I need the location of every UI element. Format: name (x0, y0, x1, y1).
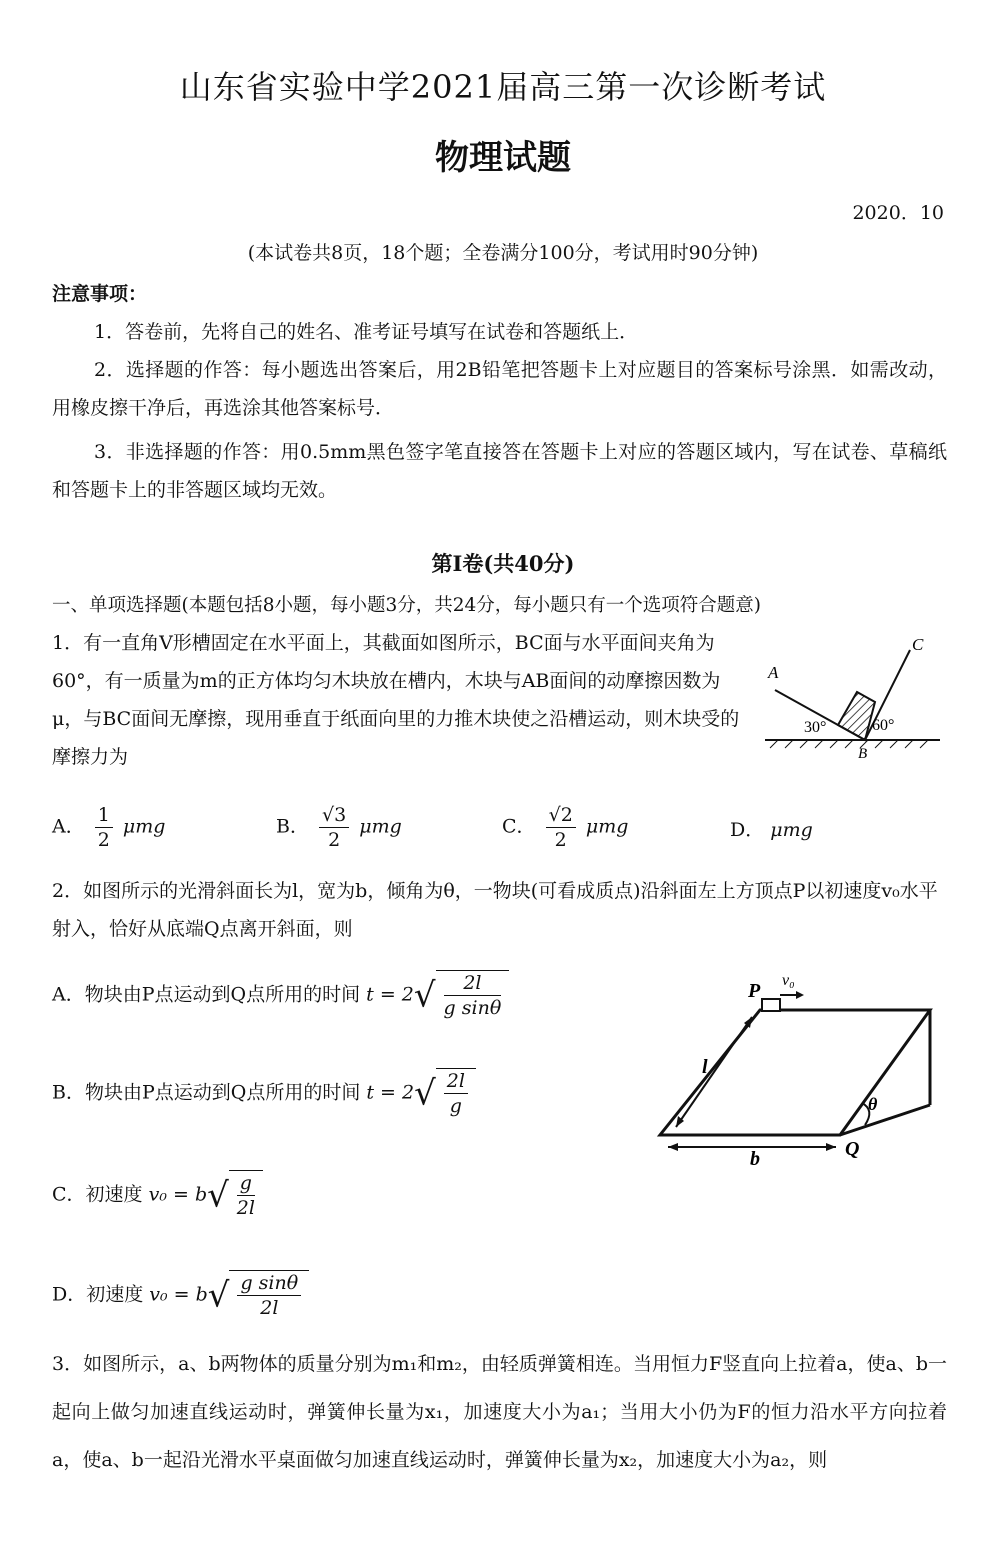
block (762, 999, 780, 1011)
angle-30: 30° (804, 719, 827, 736)
q2-option-c[interactable]: C．初速度 v₀ = b√ $\frac{g}{2l}$ (52, 1170, 263, 1220)
label-v0: v₀ (782, 972, 795, 989)
exam-info: (本试卷共8页，18个题；全卷满分100分，考试用时90分钟) (247, 242, 759, 264)
section-title: 第Ⅰ卷(共40分) (431, 551, 575, 576)
question-2-text: 2．如图所示的光滑斜面长为l，宽为b，倾角为θ，一物块(可看成质点)沿斜面左上方顶点P以初速度v₀水平射入，恰好从底端Q点离开斜面，则 (52, 880, 938, 940)
q2-option-d[interactable]: D．初速度 v₀ = b√ $\frac{\text{g sinθ}}{2l}$ (52, 1270, 309, 1320)
label-p: P (748, 980, 761, 1002)
q1-option-a[interactable]: A． $\frac{1}{2}$ μmg (52, 804, 166, 851)
length-arrow (676, 1017, 752, 1127)
q1-option-b[interactable]: B． $\frac{√3}{2}$ μmg (276, 804, 402, 851)
q1-option-c[interactable]: C． $\frac{√2}{2}$ μmg (502, 804, 629, 851)
incline-top-face (660, 1010, 930, 1135)
label-theta: θ (868, 1094, 878, 1114)
label-a: A (768, 663, 779, 682)
question-1-text: 1．有一直角V形槽固定在水平面上，其截面如图所示，BC面与水平面间夹角为60°，有一质量为m的正方体均匀木块放在槽内，木块与AB面间的动摩擦因数为μ，与BC面间无摩擦，现用垂直于纸面向里的力推木块使之沿槽运动，则木块受的摩擦力为 (52, 632, 740, 768)
label-b: b (750, 1148, 760, 1170)
label-l: l (702, 1056, 708, 1078)
exam-date: 2020．10 (852, 202, 944, 224)
v-groove-figure (760, 630, 950, 760)
question-3-text: 3．如图所示，a、b两物体的质量分别为m₁和m₂，由轻质弹簧相连。当用恒力F竖直向上拉着a，使a、b一起向上做匀加速直线运动时，弹簧伸长量为x₁，加速度大小为a₁；当用大小仍为F的恒力沿水平方向拉着a，使a、b一起沿光滑水平桌面做匀加速直线运动时，弹簧伸长量为x₂，加速度大小为a₂，则 (52, 1353, 947, 1471)
note-3: 3．非选择题的作答：用0.5mm黑色签字笔直接答在答题卡上对应的答题区域内，写在试卷、草稿纸和答题卡上的非答题区域均无效。 (52, 441, 947, 501)
angle-60: 60° (872, 717, 895, 734)
note-2: 2．选择题的作答：每小题选出答案后，用2B铅笔把答题卡上对应题目的答案标号涂黑．如需改动，用橡皮擦干净后，再选涂其他答案标号． (52, 359, 947, 419)
exam-subject: 物理试题 (435, 138, 571, 178)
incline-figure (640, 955, 950, 1170)
exam-title: 山东省实验中学2021届高三第一次诊断考试 (179, 68, 827, 106)
label-q: Q (845, 1138, 860, 1160)
note-1: 1．答卷前，先将自己的姓名、准考证号填写在试卷和答题纸上． (94, 321, 639, 343)
section-part: 一、单项选择题(本题包括8小题，每小题3分，共24分，每小题只有一个选项符合题意) (52, 595, 762, 616)
label-b: B (858, 746, 868, 760)
q2-option-a[interactable]: A．物块由P点运动到Q点所用的时间 t = 2√ $\frac{2l}{\text{g sinθ}}$ (52, 970, 509, 1020)
notes-heading: 注意事项： (52, 283, 148, 305)
q1-option-d[interactable]: D． μmg (730, 819, 813, 841)
q2-option-b[interactable]: B．物块由P点运动到Q点所用的时间 t = 2√ $\frac{2l}{g}$ (52, 1068, 476, 1118)
label-c: C (912, 635, 924, 654)
